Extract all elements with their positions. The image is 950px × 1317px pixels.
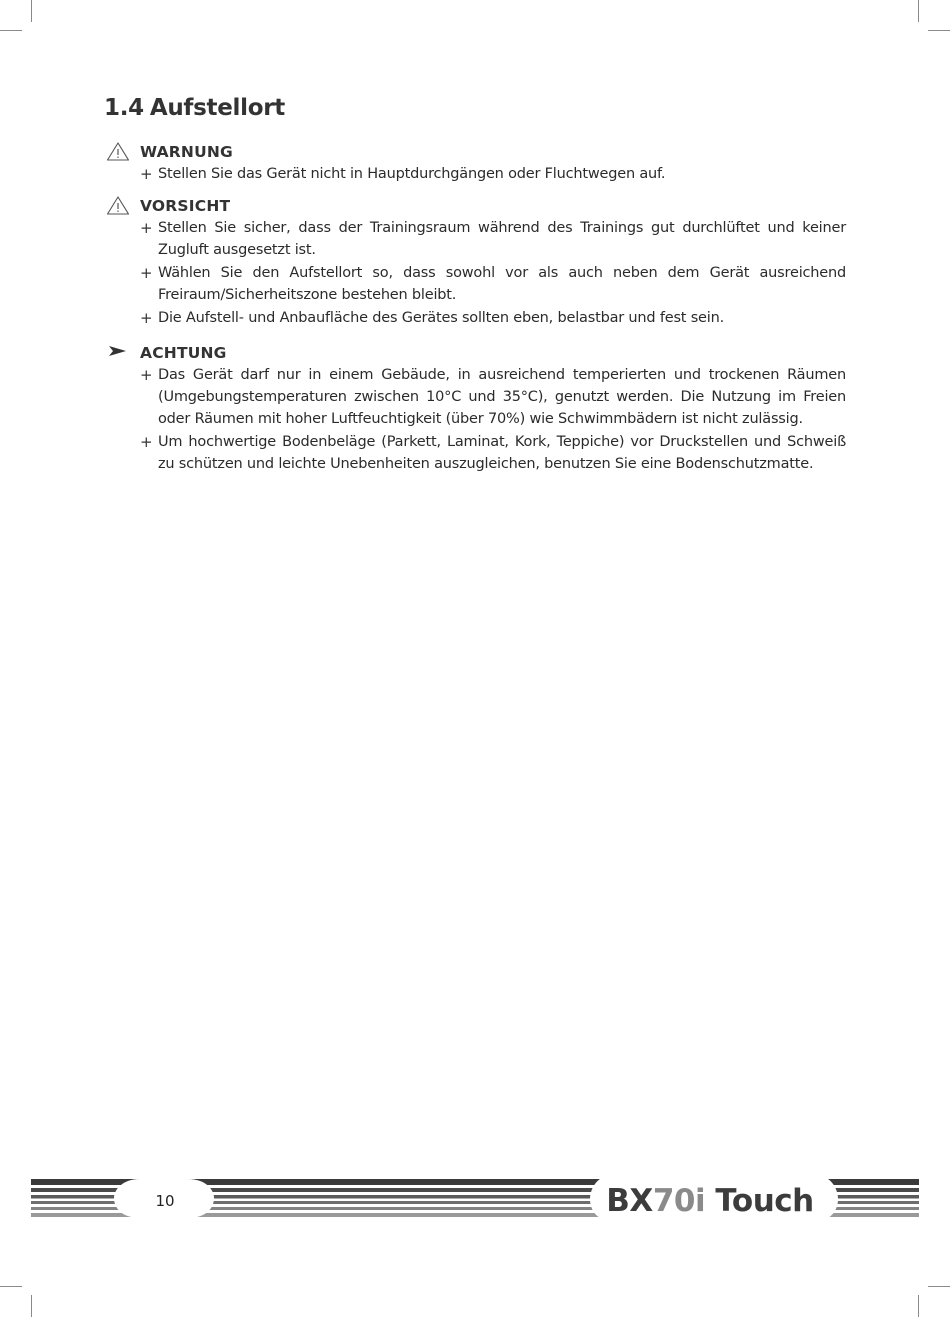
section-number: 1.4: [104, 95, 144, 121]
list-item: [104, 364, 846, 430]
bullet-plus: +: [140, 309, 153, 327]
bullet-plus: +: [140, 264, 153, 282]
crop-mark: [0, 30, 22, 31]
pointer-arrow-icon: [106, 342, 130, 362]
crop-mark: [31, 0, 32, 22]
list-item: [104, 431, 846, 475]
warnung-label: WARNUNG: [140, 143, 233, 161]
vorsicht-block: [104, 195, 846, 330]
item-text: Das Gerät darf nur in einem Gebäude, in ausreichend temperierten und trockenen Räumen (Umgebungstemperaturen zwischen 10°C und 35°C), genutzt werden. Die Nutzung im Freien oder Räumen mit hoher Luftfeuchtigkeit (über 70%) wie Schwimmbädern ist nicht zulässig.: [158, 367, 846, 427]
item-text: Die Aufstell- und Anbaufläche des Gerätes sollten eben, belastbar und fest sein.: [158, 310, 725, 326]
list-item: [104, 217, 846, 261]
warnung-block: [104, 141, 846, 186]
achtung-label: ACHTUNG: [140, 344, 227, 362]
item-text: Wählen Sie den Aufstellort so, dass sowohl vor als auch neben dem Gerät ausreichend Freiraum/Sicherheitszone bestehen bleibt.: [158, 265, 846, 303]
crop-mark: [918, 1295, 919, 1317]
crop-mark: [31, 1295, 32, 1317]
crop-mark: [928, 30, 950, 31]
crop-mark: [928, 1286, 950, 1287]
bullet-plus: +: [140, 219, 153, 237]
page-number: 10: [155, 1192, 175, 1210]
warning-triangle-icon: [106, 195, 130, 215]
product-name: [597, 1180, 823, 1222]
list-item: [104, 163, 846, 185]
section-heading: [104, 95, 285, 121]
item-text: Um hochwertige Bodenbeläge (Parkett, Laminat, Kork, Teppiche) vor Druckstellen und Schweiß zu schützen und leichte Unebenheiten auszugleichen, benutzen Sie eine Bodenschutzmatte.: [158, 434, 846, 472]
warning-triangle-icon: [106, 141, 130, 161]
product-name-part1: BX: [606, 1183, 653, 1219]
achtung-block: [104, 342, 846, 476]
product-name-part3: Touch: [705, 1183, 814, 1219]
bullet-plus: +: [140, 165, 153, 183]
list-item: [104, 262, 846, 306]
product-name-part2: 70i: [652, 1183, 706, 1219]
crop-mark: [918, 0, 919, 22]
section-title: Aufstellort: [149, 95, 285, 121]
vorsicht-label: VORSICHT: [140, 197, 231, 215]
bullet-plus: +: [140, 433, 153, 451]
bullet-plus: +: [140, 366, 153, 384]
item-text: Stellen Sie sicher, dass der Trainingsraum während des Trainings gut durchlüftet und keiner Zugluft ausgesetzt ist.: [158, 220, 846, 258]
list-item: [104, 307, 846, 329]
crop-mark: [0, 1286, 22, 1287]
item-text: Stellen Sie das Gerät nicht in Hauptdurchgängen oder Fluchtwegen auf.: [158, 166, 666, 182]
